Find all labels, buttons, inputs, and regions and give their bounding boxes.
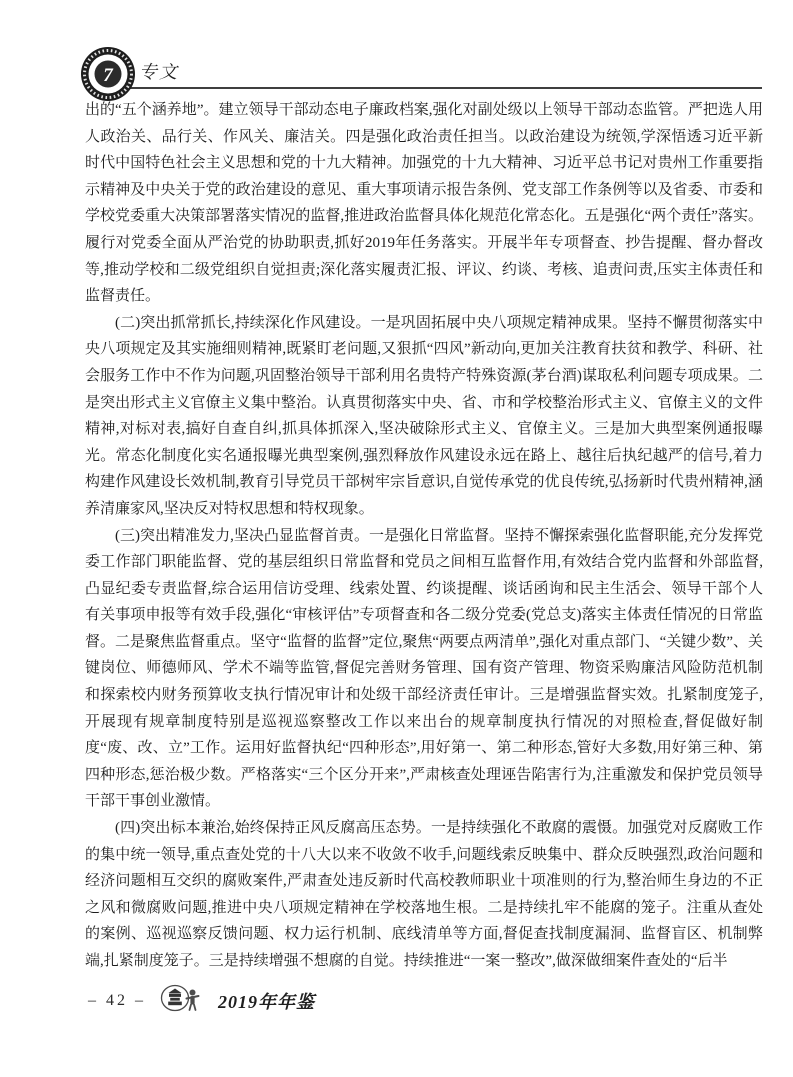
page-number: – 42 – bbox=[88, 992, 146, 1009]
university-seal-logo bbox=[80, 46, 136, 102]
yearbook-logo-icon bbox=[158, 983, 206, 1020]
document-body bbox=[85, 97, 763, 975]
svg-text:7: 7 bbox=[103, 65, 113, 86]
paragraph-section-2: (二)突出抓常抓长,持续深化作风建设。一是巩固拓展中央八项规定精神成果。坚持不懈贯彻落实中央八项规定及其实施细则精神,既紧盯老问题,又狠抓“四风”新动向,更加关注教育扶贫和教学、科研、社会服务工作中不作为问题,巩固整治领导干部利用名贵特产特殊资源(茅台酒)谋取私利问题专项成果。二是突出形式主义官僚主义集中整治。认真贯彻落实中央、省、市和学校整治形式主义、官僚主义的文件精神,对标对表,搞好自查自纠,抓具体抓深入,坚决破除形式主义、官僚主义。三是加大典型案例通报曝光。常态化制度化实名通报曝光典型案例,强烈释放作风建设永远在路上、越往后执纪越严的信号,着力构建作风建设长效机制,教育引导党员干部树牢宗旨意识,自觉传承党的优良传统,弘扬新时代贵州精神,涵养清廉家风,坚决反对特权思想和特权现象。 bbox=[85, 314, 763, 517]
paragraph-continuation: 出的“五个涵养地”。建立领导干部动态电子廉政档案,强化对副处级以上领导干部动态监管。严把选人用人政治关、品行关、作风关、廉洁关。四是强化政治责任担当。以政治建设为统领,学深悟透习近平新时代中国特色社会主义思想和党的十九大精神。加强党的十九大精神、习近平总书记对贵州工作重要指示精神及中央关于党的政治建设的意见、重大事项请示报告条例、党支部工作条例等以及省委、市委和学校党委重大决策部署落实情况的监督,推进政治监督具体化规范化常态化。五是强化“两个责任”落实。履行对党委全面从严治党的协助职责,抓好2019年任务落实。开展半年专项督查、抄告提醒、督办督改等,推动学校和二级党组织自觉担责;深化落实履责汇报、评议、约谈、考核、追责问责,压实主体责任和监督责任。 bbox=[85, 102, 763, 305]
header-rule bbox=[106, 87, 762, 89]
paragraph-section-4: (四)突出标本兼治,始终保持正风反腐高压态势。一是持续强化不敢腐的震慑。加强党对反腐败工作的集中统一领导,重点查处党的十八大以来不收敛不收手,问题线索反映集中、群众反映强烈,政治问题和经济问题相互交织的腐败案件,严肃查处违反新时代高校教师职业十项准则的行为,整治师生身边的不正之风和微腐败问题,推进中央八项规定精神在学校落地生根。二是持续扎牢不能腐的笼子。注重从查处的案例、巡视巡察反馈问题、权力运行机制、底线清单等方面,督促查找制度漏洞、监督盲区、机制弊端,扎紧制度笼子。三是持续增强不想腐的自觉。持续推进“一案一整改”,做深做细案件查处的“后半 bbox=[85, 820, 763, 969]
seal-emblem-icon bbox=[80, 46, 136, 102]
paragraph-section-3: (三)突出精准发力,坚决凸显监督首责。一是强化日常监督。坚持不懈探索强化监督职能,充分发挥党委工作部门职能监督、党的基层组织日常监督和党员之间相互监督作用,有效结合党内监督和外部监督,凸显纪委专责监督,综合运用信访受理、线索处置、约谈提醒、谈话函询和民主生活会、领导干部个人有关事项申报等有效手段,强化“审核评估”专项督查和各二级分党委(党总支)落实主体责任情况的日常监督。二是聚焦监督重点。坚守“监督的监督”定位,聚焦“两要点两清单”,强化对重点部门、“关键少数”、关键岗位、师德师风、学术不端等监管,督促完善财务管理、国有资产管理、物资采购廉洁风险防范机制和探索校内财务预算收支执行情况审计和处级干部经济责任审计。三是增强监督实效。扎紧制度笼子,开展现有规章制度特别是巡视巡察整改工作以来出台的规章制度执行情况的对照检查,督促做好制度“废、改、立”工作。运用好监督执纪“四种形态”,用好第一、第二种形态,管好大多数,用好第三种、第四种形态,惩治极少数。严格落实“三个区分开来”,严肃核查处理诬告陷害行为,注重激发和保护党员领导干部干事创业激情。 bbox=[85, 527, 763, 810]
yearbook-label: 2019年年鉴 bbox=[218, 992, 315, 1012]
section-label: 专文 bbox=[139, 62, 179, 82]
page-footer bbox=[88, 984, 315, 1018]
